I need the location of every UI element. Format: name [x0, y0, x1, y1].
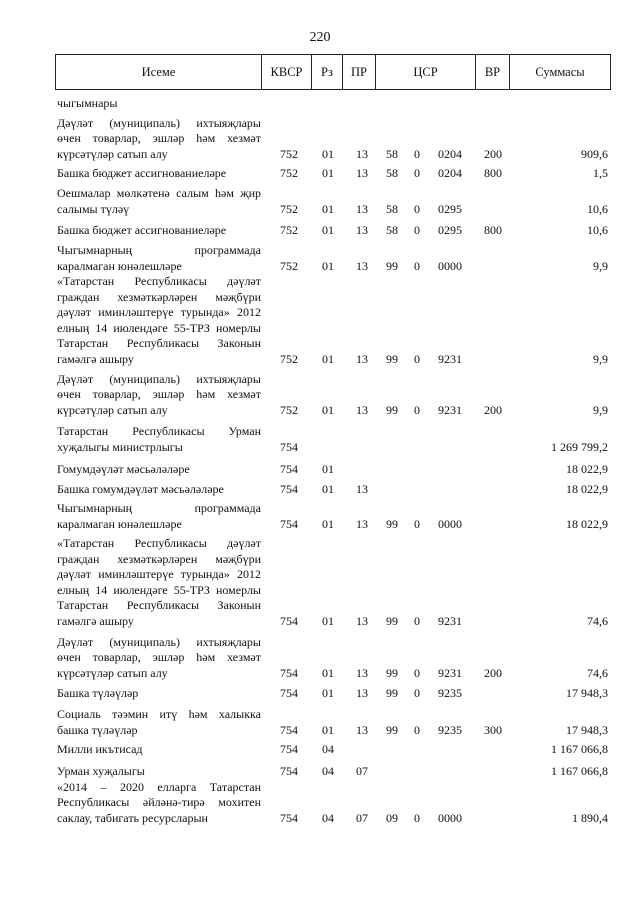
row-kvsr: 754	[280, 722, 298, 737]
row-c1: 99	[386, 258, 398, 273]
row-c2: 0	[414, 613, 420, 628]
row-sum: 1,5	[593, 165, 608, 180]
header-vr: ВР	[476, 55, 510, 89]
row-kvsr: 754	[280, 741, 298, 756]
row-sum: 9,9	[593, 402, 608, 417]
row-sum: 17 948,3	[566, 685, 608, 700]
header-csr: ЦСР	[376, 55, 476, 89]
row-c2: 0	[414, 165, 420, 180]
row-c3: 9231	[438, 665, 462, 680]
row-name: Дәүләт (муниципаль) ихтыяҗлары өчен товарлар, эшләр һәм хезмәт күрсәтүләр сатып алу	[57, 634, 261, 680]
row-c1: 58	[386, 146, 398, 161]
row-rz: 01	[322, 351, 334, 366]
row-c1: 99	[386, 685, 398, 700]
row-vr: 200	[484, 146, 502, 161]
row-name: Чыгымнарның программада каралмаган юнәлешләре	[57, 501, 261, 531]
row-name: Башка гомумдәүләт мәсьәләләре	[57, 481, 224, 496]
row-rz: 01	[322, 258, 334, 273]
row-c1: 99	[386, 516, 398, 531]
row-rz: 01	[322, 516, 334, 531]
row-pr: 13	[356, 201, 368, 216]
row-pr: 13	[356, 665, 368, 680]
row-name: «Татарстан Республикасы дәүләт граждан хезмәткәрләрен мәҗбүри дәүләт иминләштерүе турында» 2012 елның 14 июлендәге 55-ТРЗ номерлы Татарстан Республикасы Законын гамәлгә ашыру	[57, 536, 261, 628]
row-name: Урман хуҗалыгы	[57, 763, 145, 778]
header-pr: ПР	[343, 55, 376, 89]
row-sum: 17 948,3	[566, 722, 608, 737]
row-c2: 0	[414, 402, 420, 417]
row-sum: 9,9	[593, 258, 608, 273]
row-pr: 13	[356, 613, 368, 628]
page-number: 220	[309, 30, 331, 45]
row-c3: 0000	[438, 258, 462, 273]
row-c3: 9235	[438, 685, 462, 700]
row-name: Милли икътисад	[57, 741, 143, 756]
header-rz: Рз	[312, 55, 343, 89]
row-c1: 58	[386, 165, 398, 180]
row-sum: 1 167 066,8	[551, 763, 608, 778]
row-rz: 01	[322, 665, 334, 680]
row-rz: 04	[322, 810, 334, 825]
row-vr: 200	[484, 665, 502, 680]
row-kvsr: 754	[280, 481, 298, 496]
row-vr: 800	[484, 222, 502, 237]
row-c2: 0	[414, 222, 420, 237]
row-pr: 13	[356, 351, 368, 366]
row-name: «2014 – 2020 елларга Татарстан Республикасы әйләнә-тирә мохитен саклау, табигать ресурсларын	[57, 779, 261, 825]
continuation-text: чыгымнары	[57, 96, 118, 110]
row-pr: 13	[356, 722, 368, 737]
row-kvsr: 752	[280, 258, 298, 273]
row-name: Социаль тәэмин итү һәм халыкка башка түләүләр	[57, 707, 261, 737]
row-c3: 0000	[438, 516, 462, 531]
header-kvsr: КВСР	[262, 55, 312, 89]
row-c3: 9231	[438, 613, 462, 628]
row-name: Оешмалар мөлкәтенә салым һәм җир салымы түләү	[57, 186, 261, 216]
row-vr: 200	[484, 402, 502, 417]
row-kvsr: 754	[280, 439, 298, 454]
row-rz: 01	[322, 146, 334, 161]
row-pr: 07	[356, 810, 368, 825]
row-rz: 01	[322, 201, 334, 216]
row-name: Татарстан Республикасы Урман хуҗалыгы министрлыгы	[57, 424, 261, 454]
row-rz: 01	[322, 222, 334, 237]
row-pr: 13	[356, 481, 368, 496]
row-rz: 01	[322, 461, 334, 476]
row-sum: 909,6	[581, 146, 608, 161]
row-c1: 99	[386, 665, 398, 680]
row-rz: 04	[322, 763, 334, 778]
row-c1: 99	[386, 351, 398, 366]
row-kvsr: 752	[280, 402, 298, 417]
row-name: «Татарстан Республикасы дәүләт граждан хезмәткәрләрен мәҗбүри дәүләт иминләштерүе турында» 2012 елның 14 июлендәге 55-ТРЗ номерлы Татарстан Республикасы Законын гамәлгә ашыру	[57, 274, 261, 366]
row-c2: 0	[414, 685, 420, 700]
row-kvsr: 754	[280, 763, 298, 778]
row-c1: 99	[386, 613, 398, 628]
row-name: Башка бюджет ассигнованиеләре	[57, 222, 227, 237]
row-c1: 09	[386, 810, 398, 825]
row-pr: 13	[356, 516, 368, 531]
row-kvsr: 752	[280, 222, 298, 237]
row-sum: 9,9	[593, 351, 608, 366]
row-kvsr: 754	[280, 685, 298, 700]
row-c2: 0	[414, 201, 420, 216]
row-rz: 01	[322, 613, 334, 628]
row-kvsr: 752	[280, 146, 298, 161]
row-c3: 9231	[438, 351, 462, 366]
row-kvsr: 754	[280, 665, 298, 680]
row-sum: 18 022,9	[566, 481, 608, 496]
row-c2: 0	[414, 722, 420, 737]
row-pr: 13	[356, 402, 368, 417]
row-name: Гомумдәүләт мәсьәләләре	[57, 461, 190, 476]
row-kvsr: 752	[280, 165, 298, 180]
row-kvsr: 752	[280, 201, 298, 216]
row-rz: 01	[322, 722, 334, 737]
row-sum: 1 269 799,2	[551, 439, 608, 454]
row-c2: 0	[414, 810, 420, 825]
row-pr: 13	[356, 685, 368, 700]
row-c2: 0	[414, 516, 420, 531]
header-name: Исеме	[56, 55, 262, 89]
row-c1: 99	[386, 402, 398, 417]
row-sum: 10,6	[587, 201, 608, 216]
row-rz: 04	[322, 741, 334, 756]
row-c3: 0295	[438, 222, 462, 237]
row-pr: 07	[356, 763, 368, 778]
row-pr: 13	[356, 222, 368, 237]
row-name: Чыгымнарның программада каралмаган юнәлешләре	[57, 243, 261, 273]
row-pr: 13	[356, 258, 368, 273]
row-kvsr: 752	[280, 351, 298, 366]
row-sum: 74,6	[587, 613, 608, 628]
row-name: Дәүләт (муниципаль) ихтыяҗлары өчен товарлар, эшләр һәм хезмәт күрсәтүләр сатып алу	[57, 115, 261, 161]
row-sum: 18 022,9	[566, 461, 608, 476]
row-sum: 18 022,9	[566, 516, 608, 531]
row-c3: 9231	[438, 402, 462, 417]
row-c2: 0	[414, 665, 420, 680]
row-c1: 58	[386, 201, 398, 216]
row-c3: 0204	[438, 165, 462, 180]
row-pr: 13	[356, 146, 368, 161]
row-rz: 01	[322, 165, 334, 180]
row-c3: 9235	[438, 722, 462, 737]
row-vr: 800	[484, 165, 502, 180]
row-c2: 0	[414, 258, 420, 273]
row-c3: 0000	[438, 810, 462, 825]
row-sum: 74,6	[587, 665, 608, 680]
row-rz: 01	[322, 685, 334, 700]
row-c3: 0204	[438, 146, 462, 161]
row-kvsr: 754	[280, 461, 298, 476]
row-name: Башка түләүләр	[57, 685, 139, 700]
row-rz: 01	[322, 402, 334, 417]
row-sum: 1 890,4	[572, 810, 608, 825]
row-c2: 0	[414, 146, 420, 161]
row-sum: 10,6	[587, 222, 608, 237]
row-c2: 0	[414, 351, 420, 366]
header-sum: Суммасы	[535, 65, 585, 79]
row-pr: 13	[356, 165, 368, 180]
row-c3: 0295	[438, 201, 462, 216]
row-name: Дәүләт (муниципаль) ихтыяҗлары өчен товарлар, эшләр һәм хезмәт күрсәтүләр сатып алу	[57, 371, 261, 417]
row-kvsr: 754	[280, 613, 298, 628]
row-c1: 58	[386, 222, 398, 237]
row-sum: 1 167 066,8	[551, 741, 608, 756]
row-c1: 99	[386, 722, 398, 737]
row-kvsr: 754	[280, 810, 298, 825]
row-vr: 300	[484, 722, 502, 737]
row-name: Башка бюджет ассигнованиеләре	[57, 165, 227, 180]
row-kvsr: 754	[280, 516, 298, 531]
row-rz: 01	[322, 481, 334, 496]
